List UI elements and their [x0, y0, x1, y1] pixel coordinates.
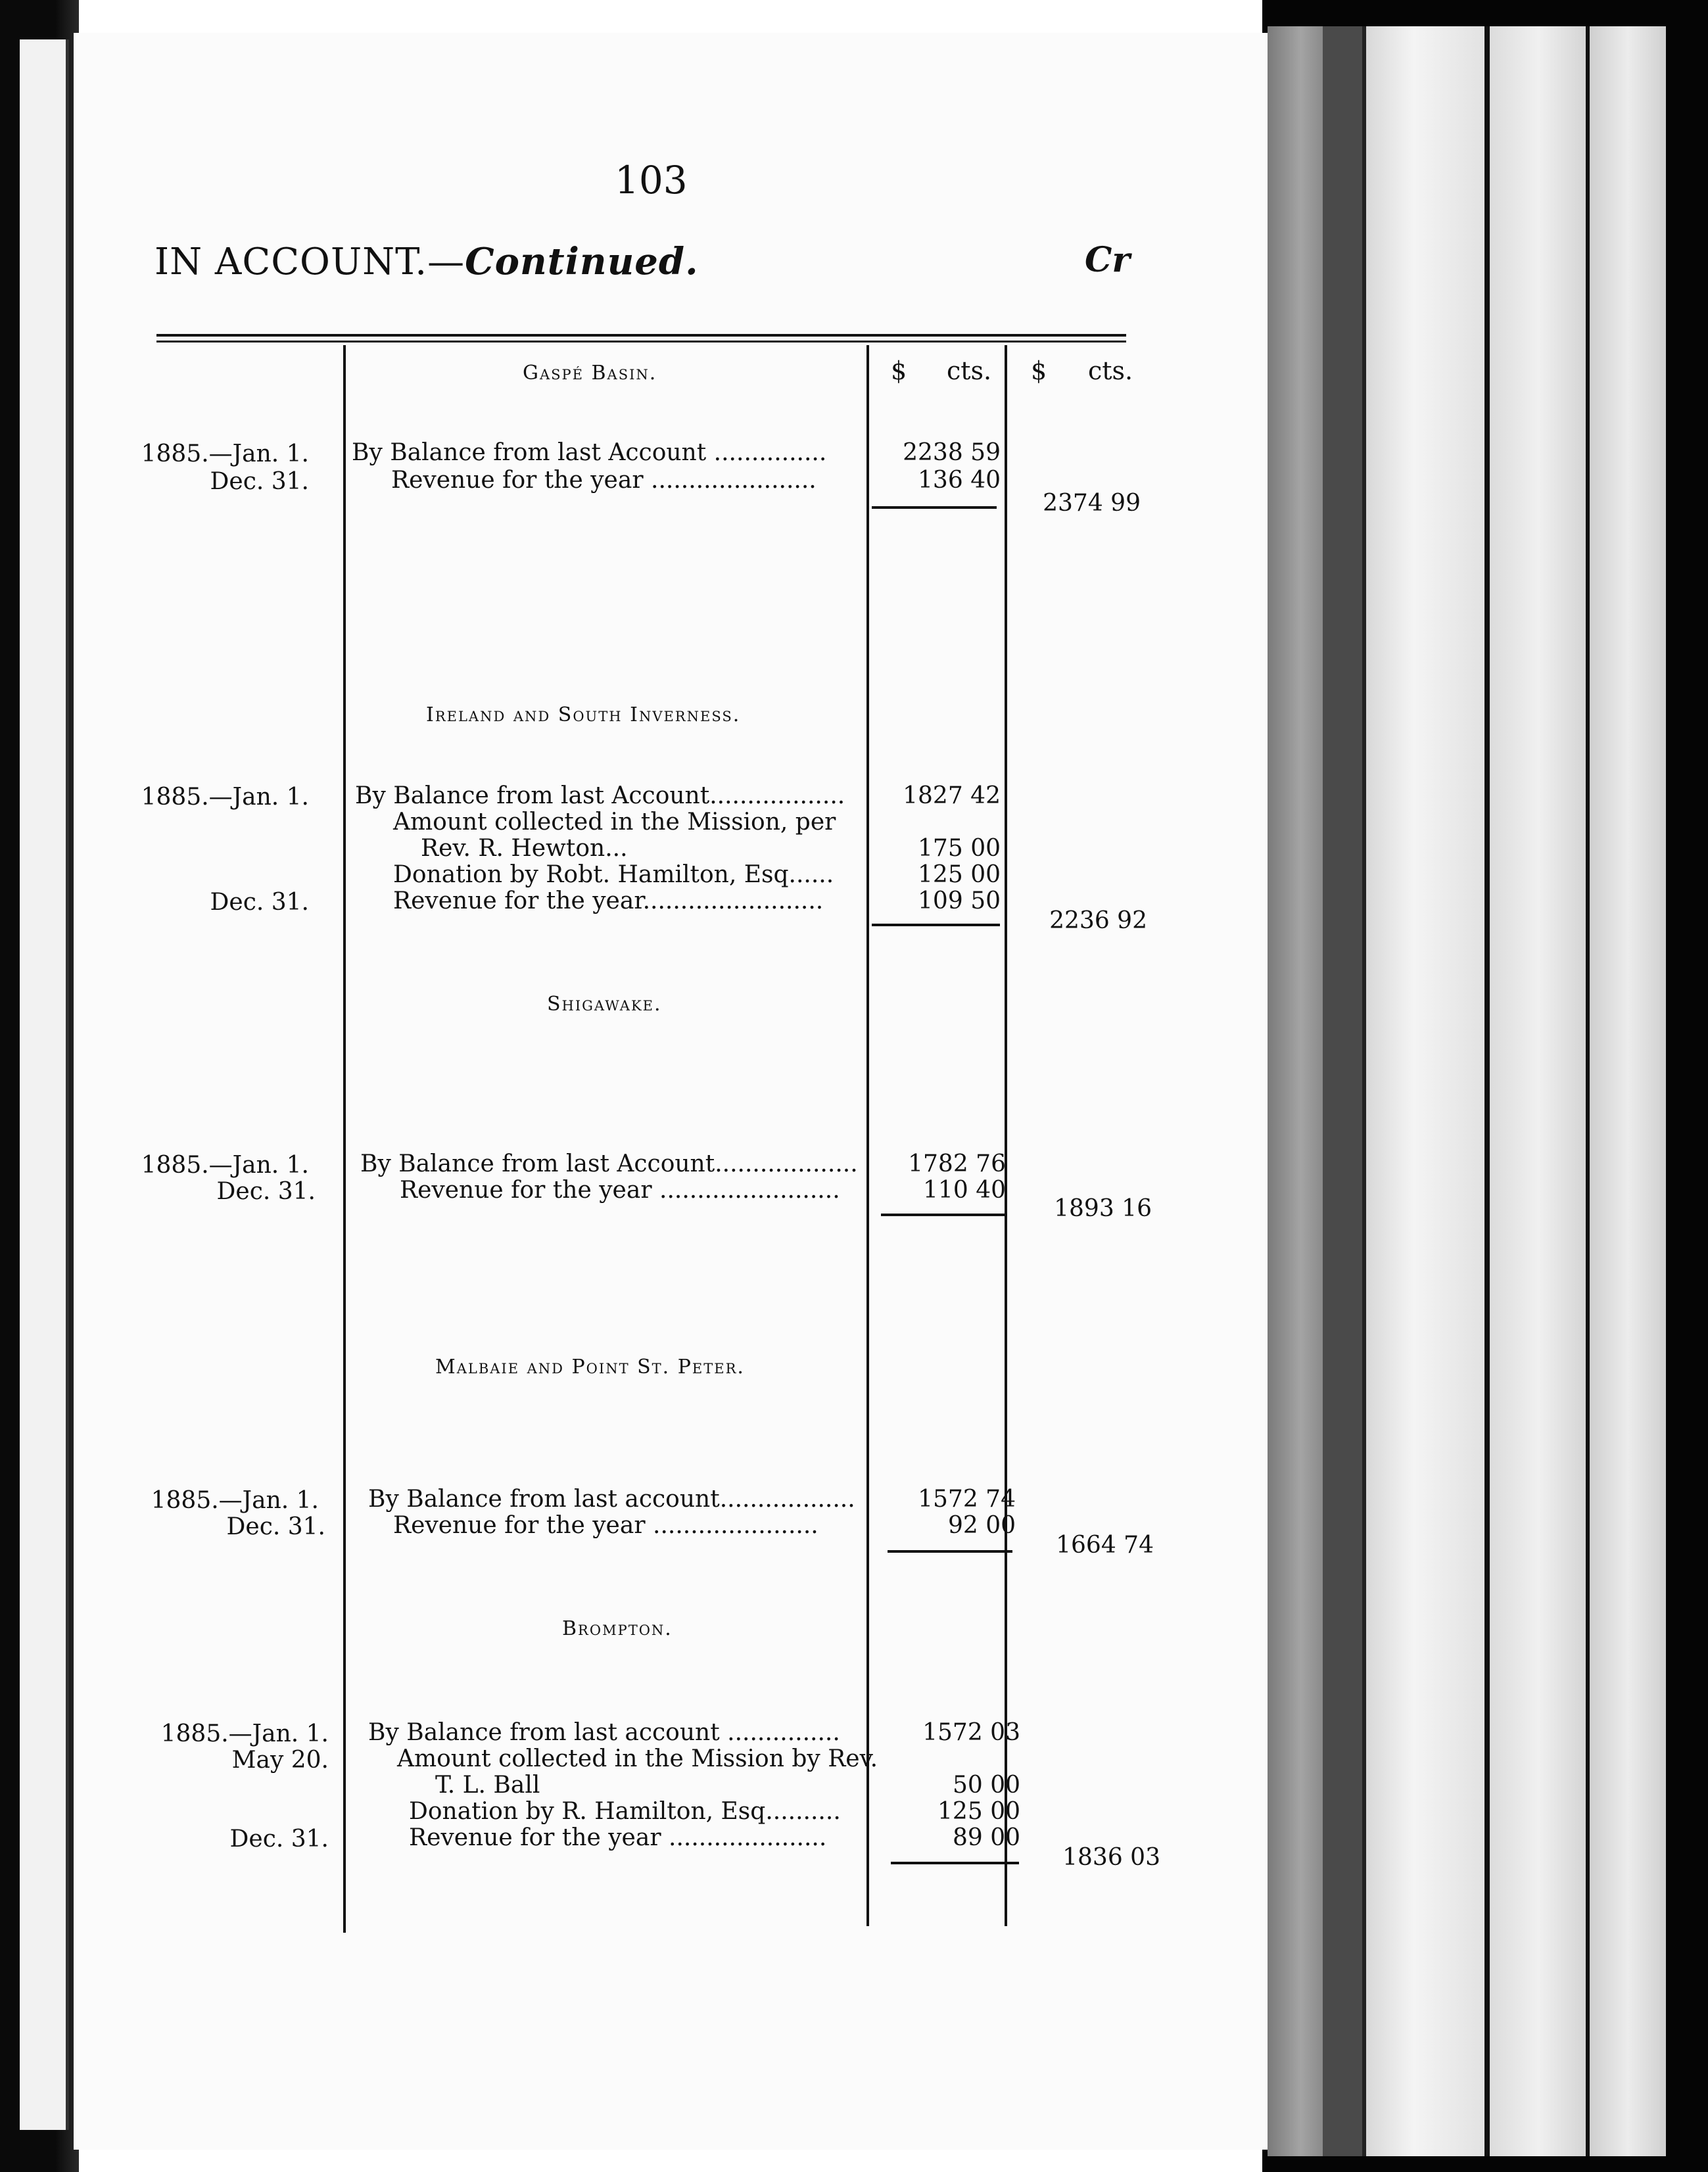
entry-text: Donation by Robt. Hamilton, Esq	[393, 861, 789, 888]
entry-description: T. L. Ball	[435, 1772, 540, 1799]
entry-text: Donation by R. Hamilton, Esq	[409, 1798, 766, 1825]
entry-date: Dec. 31.	[229, 1826, 329, 1853]
leader-dots: ........................	[642, 887, 824, 914]
entry-text: By Balance from last Account	[352, 439, 707, 466]
amount-column-rule-right	[1005, 345, 1007, 1926]
entry-text: Revenue for the year	[391, 467, 644, 494]
entry-amount: 92 00	[947, 1512, 1016, 1539]
entry-description	[360, 1150, 858, 1177]
page-edge	[1362, 26, 1484, 2156]
page-edge	[1484, 26, 1587, 2156]
leader-dots: ..................	[719, 1486, 855, 1513]
entry-description	[355, 782, 845, 809]
entry-text: By Balance from last account	[368, 1719, 720, 1746]
facing-page-edge	[20, 39, 69, 2130]
entry-amount: 136 40	[918, 467, 1001, 494]
leader-dots: ...............	[713, 439, 827, 466]
section-total: 2236 92	[1049, 907, 1147, 934]
entry-date: Dec. 31.	[210, 889, 309, 916]
entry-description	[409, 1798, 841, 1825]
entry-amount: 2238 59	[903, 439, 1001, 466]
page-title	[154, 240, 699, 283]
section-title: Ireland and South Inverness.	[426, 703, 741, 726]
entry-date: 1885.—Jan. 1.	[151, 1487, 319, 1514]
section-total: 1893 16	[1054, 1195, 1152, 1222]
entry-description	[352, 439, 826, 466]
page-edge	[1323, 26, 1362, 2156]
entry-amount: 125 00	[937, 1798, 1020, 1825]
sum-rule	[891, 1862, 1019, 1864]
entry-amount: 1572 74	[918, 1486, 1016, 1513]
cents-header: cts.	[947, 356, 992, 385]
entry-description	[421, 835, 628, 862]
entry-description	[393, 1512, 818, 1539]
entry-date: 1885.—Jan. 1.	[141, 1152, 309, 1179]
section-title: Brompton.	[562, 1617, 673, 1640]
amount-column-rule-left	[866, 345, 869, 1926]
section-title: Malbaie and Point St. Peter.	[435, 1356, 745, 1379]
entry-text: Revenue for the year	[409, 1824, 661, 1851]
entry-text: By Balance from last Account	[360, 1150, 715, 1177]
leader-dots: ...	[605, 835, 628, 862]
leader-dots: ......................	[653, 1512, 818, 1539]
entry-description	[393, 861, 834, 888]
date-column-rule	[343, 345, 346, 1933]
sum-rule	[872, 506, 997, 509]
sum-rule	[872, 924, 1000, 926]
header-rule-bottom	[156, 341, 1126, 342]
title-main: IN ACCOUNT.—	[154, 241, 465, 283]
entry-description: Amount collected in the Mission, per	[393, 809, 836, 836]
leader-dots: ........................	[659, 1177, 840, 1204]
entry-date: 1885.—Jan. 1.	[141, 440, 309, 467]
entry-text: Rev. R. Hewton	[421, 835, 605, 862]
entry-amount: 1782 76	[908, 1150, 1006, 1177]
entry-amount: 1827 42	[903, 782, 1001, 809]
entry-date: Dec. 31.	[216, 1178, 316, 1205]
entry-date: 1885.—Jan. 1.	[160, 1720, 329, 1747]
dollar-header: $	[891, 356, 907, 385]
page-edge	[1586, 26, 1666, 2156]
entry-description	[391, 467, 817, 494]
entry-amount: 1572 03	[922, 1719, 1020, 1746]
entry-amount: 89 00	[952, 1824, 1020, 1851]
leader-dots: ...............	[727, 1719, 840, 1746]
entry-description	[368, 1486, 855, 1513]
entry-amount: 175 00	[918, 835, 1001, 862]
header-rule-top	[156, 334, 1126, 337]
leader-dots: ..................	[709, 782, 845, 809]
entry-date: May 20.	[231, 1747, 329, 1774]
leader-dots: ......................	[651, 467, 817, 494]
entry-description: Amount collected in the Mission by Rev.	[397, 1745, 878, 1772]
entry-description	[368, 1719, 840, 1746]
entry-amount: 110 40	[923, 1177, 1006, 1204]
section-title: Gaspé Basin.	[523, 362, 657, 385]
entry-text: Revenue for the year	[400, 1177, 652, 1204]
entry-text: Revenue for the year	[393, 1512, 646, 1539]
entry-description	[400, 1177, 840, 1204]
entry-date: Dec. 31.	[210, 468, 309, 495]
entry-amount: 109 50	[918, 887, 1001, 914]
entry-description	[409, 1824, 826, 1851]
title-continued: Continued.	[465, 240, 699, 283]
page-number: 103	[615, 158, 688, 202]
page-edge	[1268, 26, 1323, 2156]
leader-dots: ..........	[765, 1798, 841, 1825]
entry-amount: 50 00	[952, 1772, 1020, 1799]
entry-text: By Balance from last account	[368, 1486, 720, 1513]
entry-amount: 125 00	[918, 861, 1001, 888]
entry-text: By Balance from last Account	[355, 782, 710, 809]
entry-date: Dec. 31.	[226, 1513, 325, 1540]
entry-text: Revenue for the year	[393, 887, 643, 914]
credit-marker: Cr	[1085, 240, 1130, 280]
sum-rule	[888, 1550, 1012, 1553]
section-total: 1836 03	[1062, 1844, 1160, 1871]
section-total: 1664 74	[1056, 1532, 1154, 1559]
leader-dots: .....................	[669, 1824, 827, 1851]
dollar-header: $	[1031, 356, 1047, 385]
entry-date: 1885.—Jan. 1.	[141, 784, 309, 811]
sum-rule	[881, 1214, 1006, 1216]
cents-header: cts.	[1088, 356, 1133, 385]
section-title: Shigawake.	[547, 993, 662, 1016]
leader-dots: ...................	[715, 1150, 858, 1177]
entry-description	[393, 887, 823, 914]
section-total: 2374 99	[1043, 490, 1141, 517]
leader-dots: ......	[788, 861, 834, 888]
